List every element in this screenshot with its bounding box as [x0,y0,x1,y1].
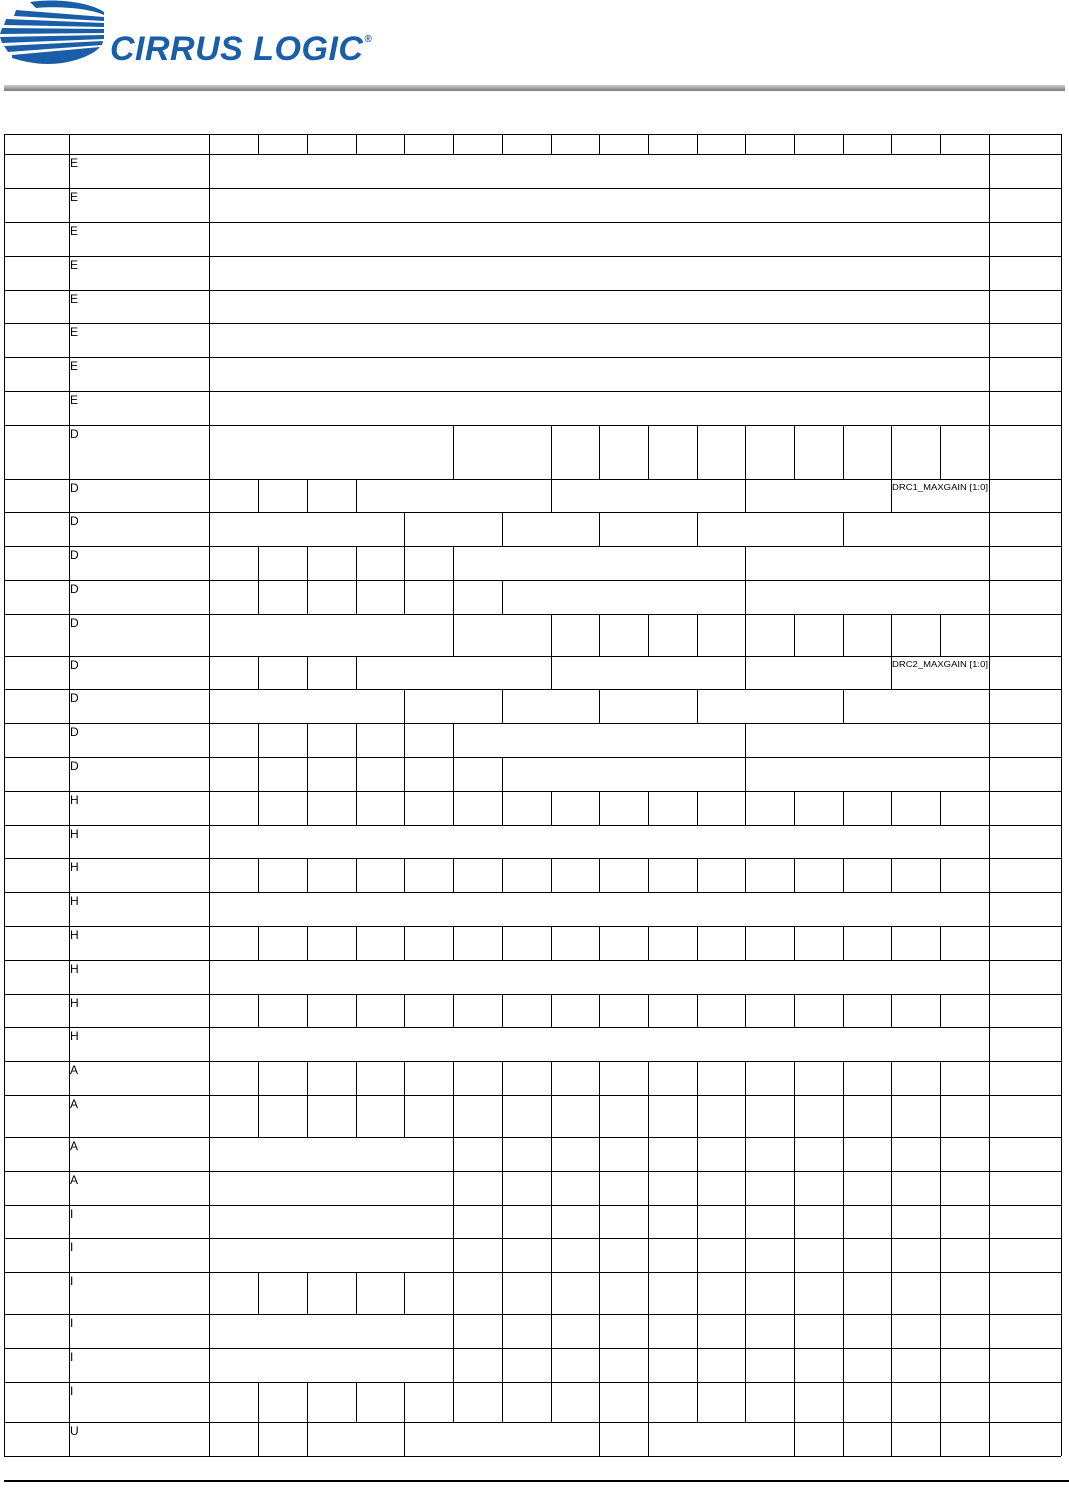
register-row-label: E [70,359,79,373]
register-row-label: D [70,725,79,739]
register-row-label: E [70,325,79,339]
register-row-label: D [70,691,79,705]
register-row-label: E [70,156,79,170]
register-row-label: D [70,582,79,596]
register-row-label: D [70,759,79,773]
register-row-label: D [70,548,79,562]
register-row-label: H [70,996,79,1010]
register-row-label: H [70,894,79,908]
register-field-label: DRC1_MAXGAIN [1:0] [892,482,988,492]
register-row-label: E [70,224,79,238]
register-row-label: I [70,1207,74,1221]
register-row-label: H [70,827,79,841]
register-row-label: A [70,1097,79,1111]
register-row-label: A [70,1139,79,1153]
register-row-label: H [70,793,79,807]
register-row-label: I [70,1240,74,1254]
register-row-label: E [70,292,79,306]
register-row-label: A [70,1063,79,1077]
register-row-label: I [70,1350,74,1364]
register-row-label: D [70,427,79,441]
register-row-label: E [70,190,79,204]
register-row-label: H [70,860,79,874]
register-row-label: I [70,1316,74,1330]
register-row-label: I [70,1274,74,1288]
footer-divider [4,1480,1069,1482]
register-row-label: D [70,514,79,528]
register-row-label: H [70,928,79,942]
register-row-label: I [70,1384,74,1398]
register-row-label: D [70,658,79,672]
register-row-label: A [70,1173,79,1187]
trademark-symbol: ® [364,34,373,45]
register-row-label: H [70,962,79,976]
register-row-label: H [70,1029,79,1043]
register-row-label: E [70,258,79,272]
register-row-label: D [70,481,79,495]
register-field-label: DRC2_MAXGAIN [1:0] [892,659,988,669]
register-row-label: U [70,1424,79,1438]
register-row-label: E [70,393,79,407]
register-row-label: D [70,616,79,630]
logo-text: CIRRUS LOGIC [110,30,364,68]
